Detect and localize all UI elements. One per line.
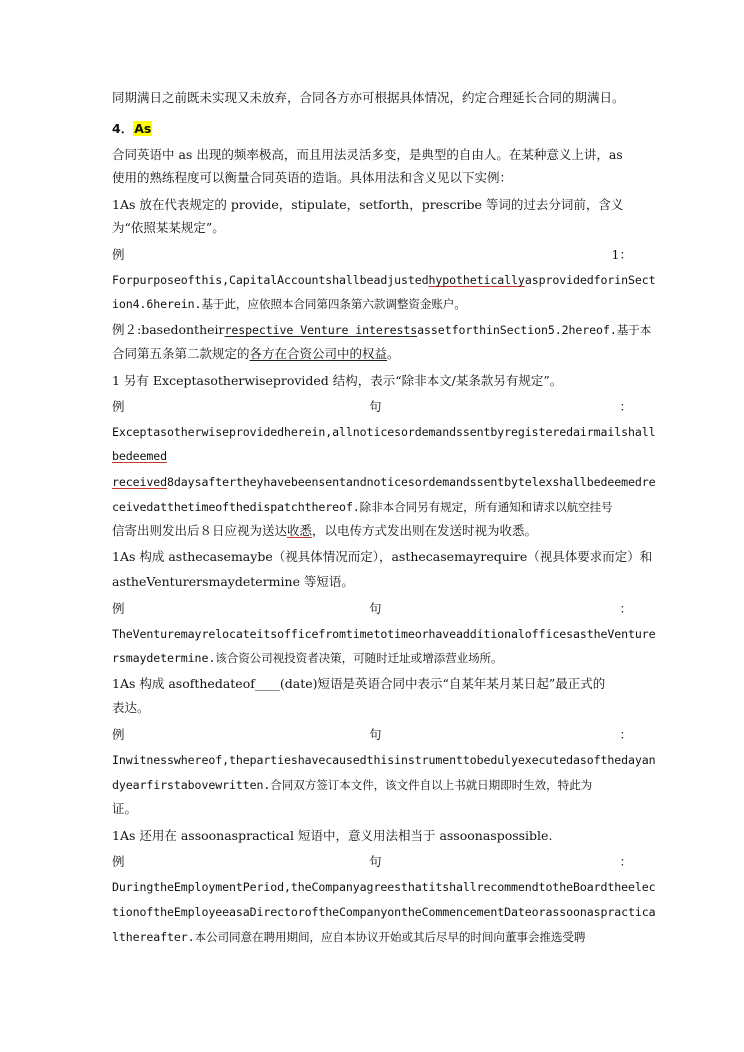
example-label-sentence: 句 xyxy=(369,601,382,616)
example-text-line: 证。 xyxy=(112,801,138,816)
section-title-highlighted: As xyxy=(134,121,152,136)
example-label-row xyxy=(112,726,632,744)
example-text-line: lthereafter.本公司同意在聘用期间，应自本协议开始或其后尽早的时间向董事会推选受聘 xyxy=(112,930,586,944)
underlined-term: 各方在合资公司中的权益 xyxy=(249,346,388,361)
paragraph-line: 1 另有 Exceptasotherwiseprovided 结构，表示“除非本文/某条款另有规定”。 xyxy=(112,373,563,388)
underlined-term: 收悉 xyxy=(287,523,313,538)
text-run: ，以电传方式发出则在发送时视为收悉。 xyxy=(312,523,538,538)
example-text-line xyxy=(112,345,632,363)
example-number: 1： xyxy=(611,247,632,262)
example-text-line xyxy=(112,271,656,289)
text-run: 信寄出则发出后８日应视为送达 xyxy=(112,523,288,538)
example-text-line: ceivedatthetimeofthedispatchthereof.除非本合同另有规定，所有通知和请求以航空挂号 xyxy=(112,500,613,514)
text-run: asprovidedforinSect xyxy=(524,273,656,287)
paragraph-line: 同期满日之前既未实现又未放弃，合同各方亦可根据具体情况，约定合理延长合同的期满日。 xyxy=(112,90,625,105)
example-text-line xyxy=(112,447,632,465)
underlined-term: bedeemed xyxy=(112,449,168,463)
underlined-term: hypothetically xyxy=(428,273,525,287)
example-label-row xyxy=(112,853,632,871)
example-text-line: DuringtheEmploymentPeriod,theCompanyagreesthatitshallrecommendtotheBoardtheelec xyxy=(112,880,656,894)
paragraph-line: 表达。 xyxy=(112,700,150,715)
example-label: 例 xyxy=(112,399,125,414)
text-run: 合同第五条第二款规定的 xyxy=(112,346,250,361)
example-colon: ： xyxy=(619,727,632,742)
underlined-term: respective Venture interests xyxy=(224,323,418,337)
example-label: 例 xyxy=(112,247,125,262)
paragraph-line: astheVenturersmaydetermine 等短语。 xyxy=(112,574,354,589)
example-label-sentence: 句 xyxy=(369,854,382,869)
text-run: assetforthinSection5.2hereof.基于本 xyxy=(417,323,652,337)
paragraph-line: 使用的熟练程度可以衡量合同英语的造诣。具体用法和含义见以下实例： xyxy=(112,170,513,185)
example-text-line: Inwitnesswhereof,thepartieshavecausedthisinstrumenttobedulyexecutedasofthedayan xyxy=(112,753,656,767)
text-run: 8daysaftertheyhavebeensentandnoticesordemandssentbytelexshallbedeemedre xyxy=(167,475,656,489)
paragraph-line: 为“依照某某规定”。 xyxy=(112,220,225,235)
paragraph-line: 1As 放在代表规定的 provide，stipulate，setforth，prescribe 等词的过去分词前，含义 xyxy=(112,197,624,212)
example-text-line xyxy=(112,321,652,339)
text-run: 。 xyxy=(387,346,400,361)
text-run: 例２:basedontheir xyxy=(112,322,225,337)
example-label-sentence: 句 xyxy=(369,399,382,414)
section-number: 4． xyxy=(112,121,134,136)
example-label-sentence: 句 xyxy=(369,727,382,742)
example-label: 例 xyxy=(112,601,125,616)
text-run: Forpurposeofthis,CapitalAccountshallbeadjusted xyxy=(112,273,429,287)
section-heading xyxy=(112,120,632,138)
example-label: 例 xyxy=(112,727,125,742)
paragraph-line: 1As 还用在 assoonaspractical 短语中，意义用法相当于 assoonaspossible. xyxy=(112,828,553,843)
example-label-row xyxy=(112,600,632,618)
example-colon: ： xyxy=(619,601,632,616)
example-text-line: dyearfirstabovewritten.合同双方签订本文件，该文件自以上书就日期即时生效，特此为 xyxy=(112,778,593,792)
underlined-term: received xyxy=(112,475,168,489)
example-text-line: tionoftheEmployeeasaDirectoroftheCompanyontheCommencementDateorassoonaspractica xyxy=(112,905,656,919)
example-colon: ： xyxy=(619,399,632,414)
example-label: 例 xyxy=(112,854,125,869)
example-text-line xyxy=(112,522,632,540)
paragraph-line: 1As 构成 asthecasemaybe（视具体情况而定），asthecasemayrequire（视具体要求而定）和 xyxy=(112,549,653,564)
paragraph-line: 1As 构成 asofthedateof____(date)短语是英语合同中表示“自某年某月某日起”最正式的 xyxy=(112,676,606,691)
paragraph-line: 合同英语中 as 出现的频率极高，而且用法灵活多变，是典型的自由人。在某种意义上讲，as xyxy=(112,147,623,162)
example-text-line: ion4.6herein.基于此，应依照本合同第四条第六款调整资金账户。 xyxy=(112,297,466,311)
example-text-line: rsmaydetermine.该合资公司视投资者决策，可随时迁址或增添营业场所。 xyxy=(112,651,503,665)
example-text-line xyxy=(112,473,656,491)
example-label-row xyxy=(112,246,632,264)
example-label-row xyxy=(112,398,632,416)
example-text-line: Exceptasotherwiseprovidedherein,allnoticesordemandssentbyregisteredairmailshall xyxy=(112,425,656,439)
example-text-line: TheVenturemayrelocateitsofficefromtimetotimeorhaveadditionalofficesastheVenture xyxy=(112,627,656,641)
example-colon: ： xyxy=(619,854,632,869)
